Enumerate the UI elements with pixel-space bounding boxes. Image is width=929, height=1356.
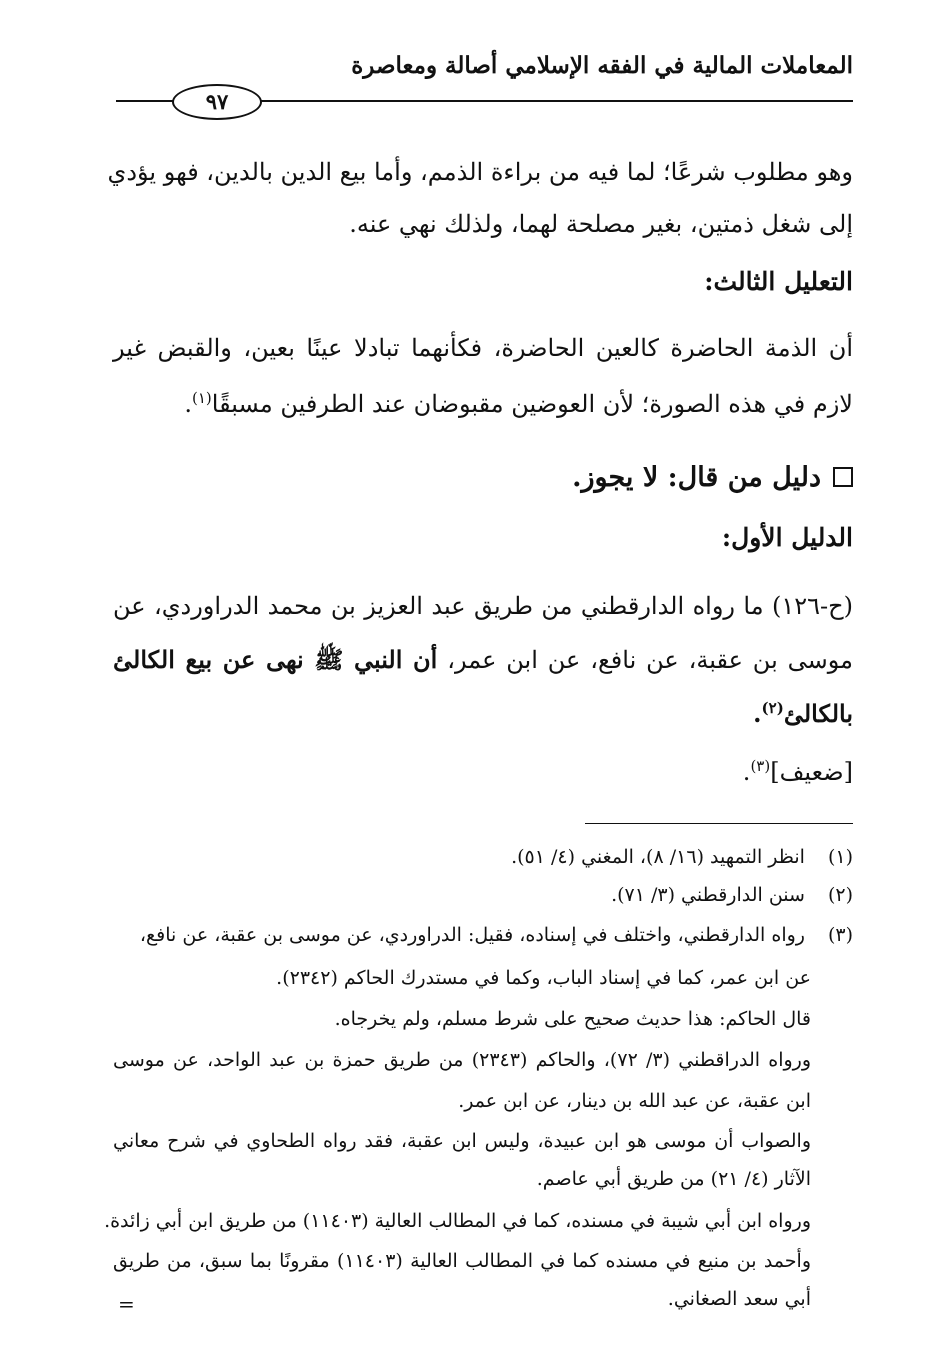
- footnote-ref-2: (٢): [761, 699, 784, 717]
- hadith-text-end: بالكالئ: [783, 699, 853, 728]
- body-line-9-plain: موسى بن عقبة، عن نافع، عن ابن عمر،: [447, 646, 854, 674]
- body-line-5-text: لازم في هذه الصورة؛ لأن العوضين مقبوضان عند الطرفين مسبقًا: [211, 390, 853, 418]
- grading-label: [ضعيف]: [770, 758, 853, 786]
- body-line-5: [113, 384, 853, 424]
- footnote-number: (٢): [827, 884, 853, 906]
- footnote-text: رواه الدارقطني، واختلف في إسناده، فقيل: الدراوردي، عن موسى بن عقبة، عن نافع،: [139, 924, 805, 946]
- continuation-mark: =: [118, 1292, 135, 1316]
- footnote-text: سنن الدارقطني (٣/ ٧١).: [611, 884, 805, 906]
- section-heading-not-permitted: [113, 458, 853, 498]
- body-line-8: (ح-١٢٦) ما رواه الدارقطني من طريق عبد العزيز بن محمد الدراوردي، عن: [113, 592, 853, 620]
- section-heading-text: دليل من قال: لا يجوز.: [572, 462, 821, 493]
- body-line-11: [113, 752, 853, 792]
- line-end-dot: .: [742, 758, 751, 786]
- footnote-ref-3: (٣): [750, 757, 771, 775]
- footnote-3-line-10: أبي سعد الصغاني.: [667, 1288, 811, 1310]
- page-number: ٩٧: [172, 84, 262, 120]
- footnote-3-line-5: ابن عقبة، عن عبد الله بن دينار، عن ابن عمر.: [458, 1090, 811, 1112]
- footnote-number: (١): [827, 846, 853, 868]
- hadith-text-bold: أن النبي ﷺ نهى عن بيع الكالئ: [113, 645, 438, 674]
- body-line-1: وهو مطلوب شرعًا؛ لما فيه من براءة الذمم، وأما بيع الدين بالدين، فهو يؤدي: [107, 158, 853, 186]
- footnote-3-line-6: والصواب أن موسى هو ابن عبيدة، وليس ابن عقبة، فقد رواه الطحاوي في شرح معاني: [113, 1130, 811, 1152]
- footnote-rule: [585, 823, 853, 824]
- footnote-3: [113, 920, 853, 950]
- body-line-10: [113, 694, 853, 734]
- body-line-2: إلى شغل ذمتين، بغير مصلحة لهما، ولذلك نهي عنه.: [349, 210, 853, 238]
- section-heading-third-reason: التعليل الثالث:: [704, 267, 853, 296]
- checkbox-icon: [833, 467, 853, 487]
- footnote-1: [113, 842, 853, 872]
- line-end-dot: .: [184, 390, 192, 418]
- footnote-number: (٣): [827, 924, 853, 946]
- body-line-9: [113, 640, 853, 680]
- body-line-4: أن الذمة الحاضرة كالعين الحاضرة، فكأنهما تبادلا عينًا بعين، والقبض غير: [113, 334, 853, 362]
- footnote-ref-1: (١): [192, 389, 212, 407]
- footnote-3-line-2: عن ابن عمر، كما في إسناد الباب، وكما في مستدرك الحاكم (٢٣٤٢).: [276, 967, 811, 989]
- footnote-2: [113, 880, 853, 910]
- footnote-3-line-7: الآثار (٤/ ٢١) من طريق أبي عاصم.: [536, 1168, 811, 1190]
- line-end-dot: .: [753, 699, 762, 728]
- footnote-3-line-8: ورواه ابن أبي شيبة في مسنده، كما في المطالب العالية (١١٤٠٣) من طريق ابن أبي زائدة.: [104, 1210, 811, 1232]
- running-title: المعاملات المالية في الفقه الإسلامي أصالة ومعاصرة: [351, 52, 853, 79]
- footnote-3-line-3: قال الحاكم: هذا حديث صحيح على شرط مسلم، ولم يخرجاه.: [334, 1008, 811, 1030]
- section-heading-first-evidence: الدليل الأول:: [721, 523, 853, 552]
- footnote-3-line-9: وأحمد بن منيع في مسنده كما في المطالب العالية (١١٤٠٣) مقرونًا بما سبق، من طريق: [113, 1250, 811, 1272]
- footnote-text: انظر التمهيد (١٦/ ٨)، المغني (٤/ ٥١).: [511, 846, 805, 868]
- footnote-3-line-4: ورواه الدراقطني (٣/ ٧٢)، والحاكم (٢٣٤٣) من طريق حمزة بن عبد الواحد، عن موسى: [113, 1049, 811, 1071]
